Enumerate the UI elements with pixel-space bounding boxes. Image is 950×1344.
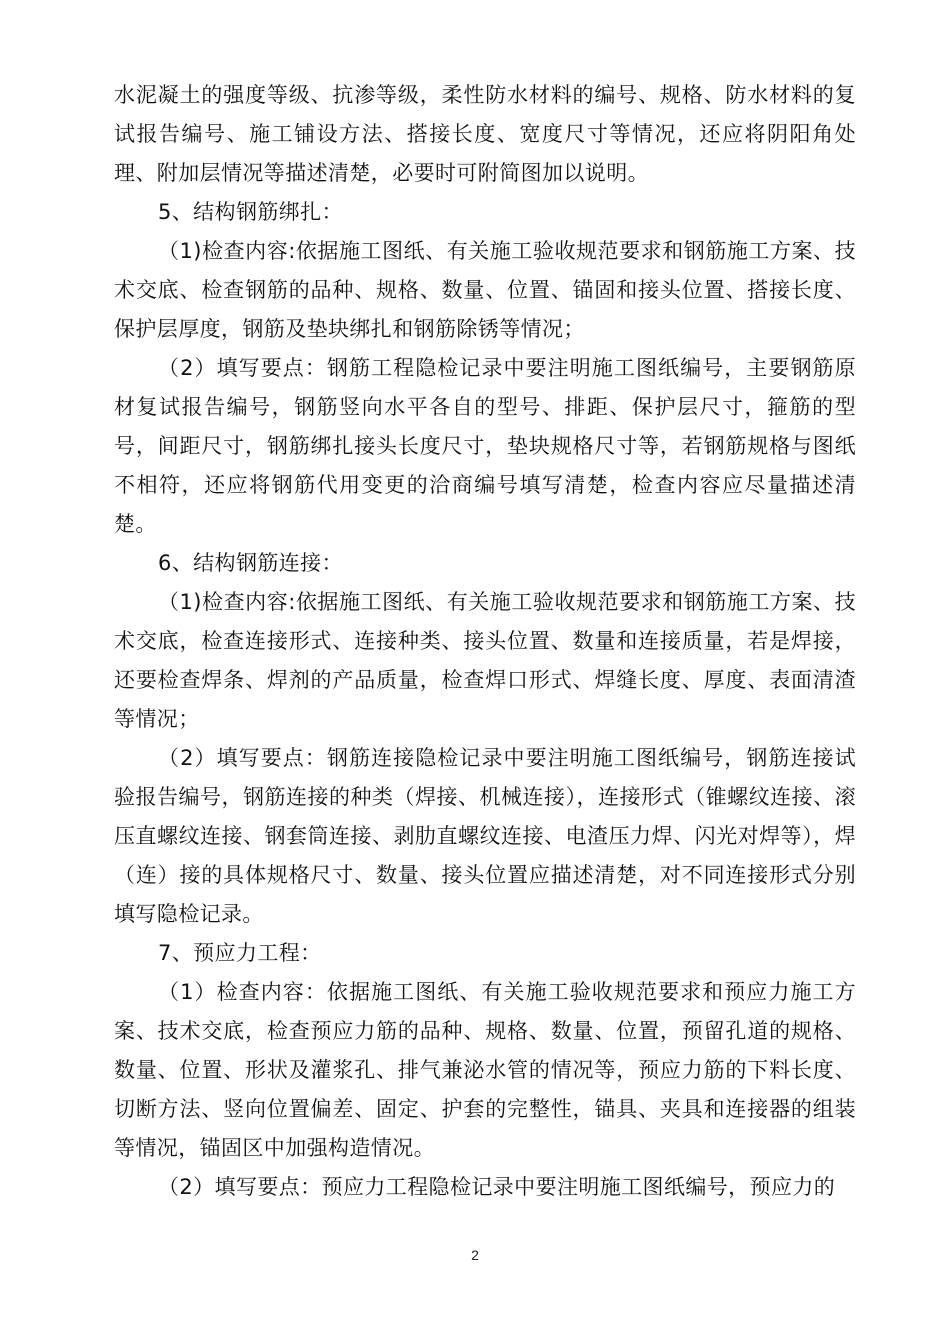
section-heading-prestress: 7、预应力工程： [158, 941, 322, 965]
page-number: 2 [471, 1247, 479, 1263]
paragraph-rebar-connection-inspection: （1)检查内容:依据施工图纸、有关施工验收规范要求和钢筋施工方案、技术交底，检查连接形式、连接种类、接头位置、数量和连接质量，若是焊接，还要检查焊条、焊剂的产品质量，检查焊口形式、焊缝长度、厚度、表面清渣等情况； [114, 590, 856, 731]
paragraph-prestress-inspection: （1）检查内容：依据施工图纸、有关施工验收规范要求和预应力施工方案、技术交底，检查预应力筋的品种、规格、数量、位置，预留孔道的规格、数量、位置、形状及灌浆孔、排气兼泌水管的情况等，预应力筋的下料长度、切断方法、竖向位置偏差、固定、护套的完整性，锚具、夹具和连接器的组装等情况，锚固区中加强构造情况。 [114, 980, 856, 1160]
section-heading-rebar-connection: 6、结构钢筋连接： [158, 551, 343, 575]
paragraph-rebar-binding-filling: （2）填写要点：钢筋工程隐检记录中要注明施工图纸编号，主要钢筋原材复试报告编号，钢筋竖向水平各自的型号、排距、保护层尺寸，箍筋的型号，间距尺寸，钢筋绑扎接头长度尺寸，垫块规格尺寸等，若钢筋规格与图纸不相符，还应将钢筋代用变更的洽商编号填写清楚，检查内容应尽量描述清楚。 [114, 356, 856, 536]
paragraph-rebar-binding-inspection: （1)检查内容:依据施工图纸、有关施工验收规范要求和钢筋施工方案、技术交底、检查钢筋的品种、规格、数量、位置、锚固和接头位置、搭接长度、保护层厚度，钢筋及垫块绑扎和钢筋除锈等情况； [114, 239, 856, 341]
paragraph-continuation: 水泥凝土的强度等级、抗渗等级，柔性防水材料的编号、规格、防水材料的复试报告编号、施工铺设方法、搭接长度、宽度尺寸等情况，还应将阴阳角处理、附加层情况等描述清楚，必要时可附简图加以说明。 [114, 83, 856, 185]
paragraph-rebar-connection-filling: （2）填写要点：钢筋连接隐检记录中要注明施工图纸编号，钢筋连接试验报告编号，钢筋连接的种类（焊接、机械连接），连接形式（锥螺纹连接、滚压直螺纹连接、钢套筒连接、剥肋直螺纹连接、电渣压力焊、闪光对焊等），焊（连）接的具体规格尺寸、数量、接头位置应描述清楚，对不同连接形式分别填写隐检记录。 [114, 746, 856, 926]
body-text [114, 76, 856, 1207]
section-heading-rebar-binding: 5、结构钢筋绑扎： [158, 200, 343, 224]
paragraph-prestress-filling: （2）填写要点：预应力工程隐检记录中要注明施工图纸编号，预应力的 [158, 1175, 836, 1199]
